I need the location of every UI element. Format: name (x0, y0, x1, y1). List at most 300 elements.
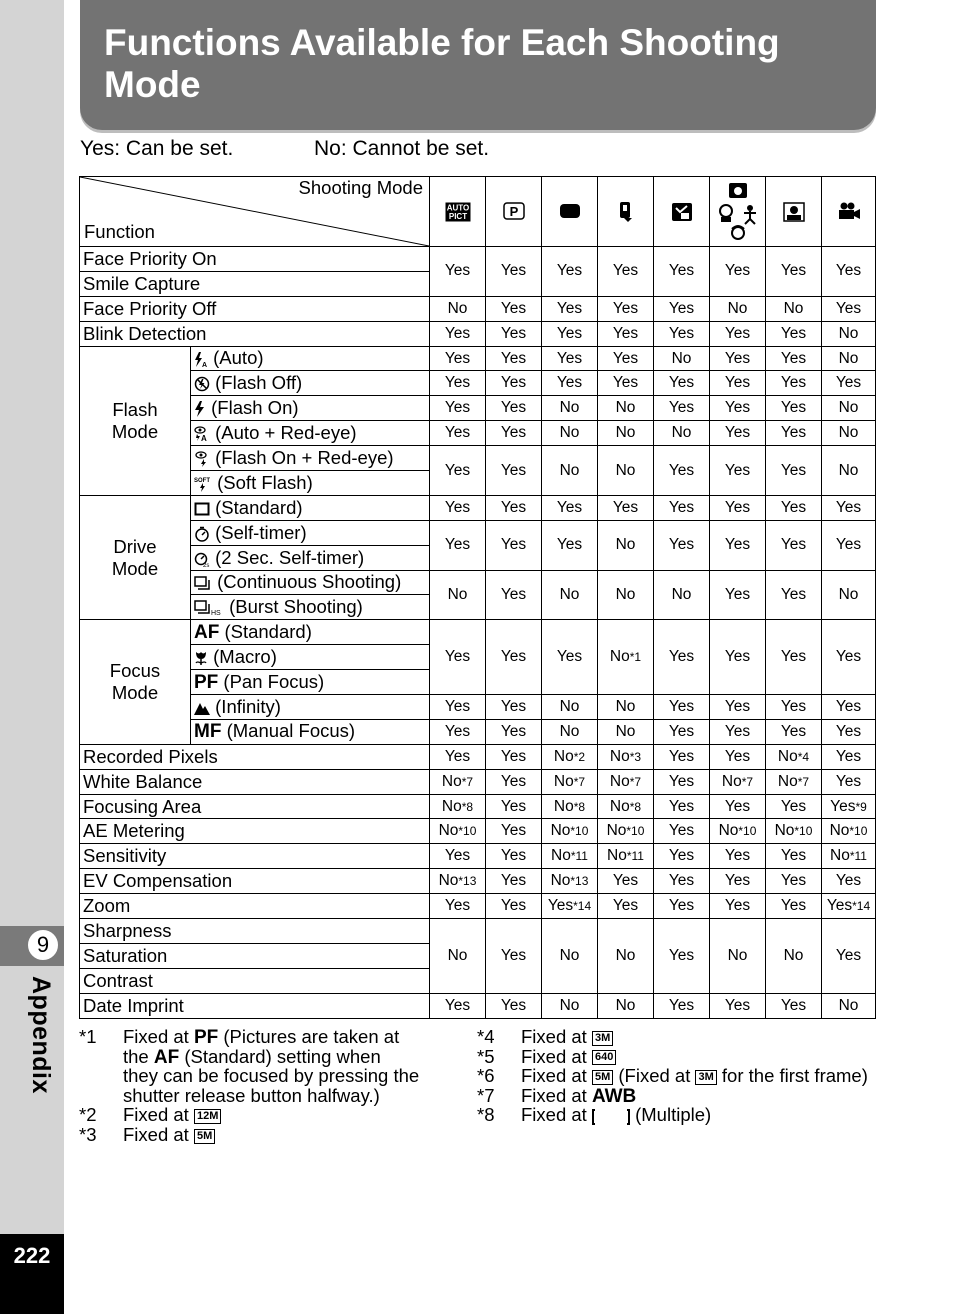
note-text: Fixed at (521, 1045, 587, 1067)
row-label-zoom: Zoom (80, 894, 430, 919)
cell: Yes (710, 620, 766, 695)
table-row (80, 993, 876, 1018)
label: (Flash Off) (215, 372, 303, 394)
footnote-ref: *11 (849, 849, 867, 864)
row-label-face-priority-on: Face Priority On (80, 247, 430, 272)
cell: Yes (430, 993, 486, 1018)
cell: No (822, 446, 876, 496)
cell: No*7 (766, 769, 822, 794)
size-5m-icon: 5M (194, 1129, 215, 1144)
cell: Yes (710, 869, 766, 894)
cell: Yes (822, 869, 876, 894)
cell: Yes (486, 719, 542, 744)
footnote-ref: *2 (573, 749, 586, 764)
cell: Yes*14 (822, 894, 876, 919)
cell: No (542, 570, 598, 620)
table-row (80, 520, 876, 545)
cell: Yes (710, 894, 766, 919)
table-row (80, 296, 876, 321)
group-label: Flash Mode (111, 398, 159, 442)
cell: Yes (654, 446, 710, 496)
cell: Yes (598, 321, 654, 346)
footnote-ref: *14 (573, 899, 592, 914)
cell: Yes (654, 719, 710, 744)
cell: No*11 (822, 844, 876, 869)
cell: Yes (486, 894, 542, 919)
mode-portrait-group (710, 177, 766, 247)
cell: No*10 (542, 819, 598, 844)
cell: No*8 (430, 794, 486, 819)
footnote-ref: *13 (458, 874, 477, 889)
cell: No (654, 346, 710, 371)
cell: Yes (766, 495, 822, 520)
footnote-ref: *7 (797, 774, 810, 789)
soft-flash (191, 471, 430, 496)
mode-memo (654, 177, 710, 247)
cell: Yes (430, 371, 486, 396)
table-row (80, 620, 876, 645)
flash-on-icon (194, 401, 206, 417)
cell: Yes (430, 620, 486, 695)
cell: No*7 (710, 769, 766, 794)
cell: No (766, 919, 822, 994)
portrait-icon (783, 202, 805, 222)
label: (Soft Flash) (217, 471, 313, 493)
table-row (80, 794, 876, 819)
af-code: AF (194, 621, 220, 643)
cell: Yes (766, 620, 822, 695)
table-row (80, 869, 876, 894)
row-label-white-balance: White Balance (80, 769, 430, 794)
size-3m-icon: 3M (695, 1070, 716, 1085)
mode-program (486, 177, 542, 247)
cell: No (710, 919, 766, 994)
row-label-smile-capture: Smile Capture (80, 271, 430, 296)
cell: Yes*14 (542, 894, 598, 919)
table-row (80, 321, 876, 346)
footnote-ref: *8 (629, 799, 642, 814)
cell: Yes*9 (822, 794, 876, 819)
cell: Yes (486, 346, 542, 371)
cell: Yes (710, 570, 766, 620)
footnote-ref: *10 (849, 824, 868, 839)
footnote-ref: *11 (626, 849, 644, 864)
row-label-ae-metering: AE Metering (80, 819, 430, 844)
cell: Yes (654, 371, 710, 396)
cell: No*8 (542, 794, 598, 819)
size-3m-icon: 3M (592, 1031, 613, 1046)
focus-mf (191, 719, 430, 744)
cell: No*10 (430, 819, 486, 844)
cell: Yes (654, 819, 710, 844)
table-row (80, 396, 876, 421)
pf-code: PF (193, 1027, 219, 1048)
flash-auto (191, 346, 430, 371)
label: (Burst Shooting) (229, 596, 363, 618)
svg-text:2s: 2s (203, 562, 210, 567)
cell: Yes (822, 520, 876, 570)
cell: Yes (430, 396, 486, 421)
note-text: Fixed at (521, 1104, 587, 1126)
cell: Yes (710, 446, 766, 496)
cell: Yes (598, 371, 654, 396)
cell: Yes (486, 321, 542, 346)
cell: Yes (486, 396, 542, 421)
note-text: Fixed at (123, 1026, 189, 1047)
footnote-ref: *10 (570, 824, 589, 839)
header-diagonal-cell (80, 177, 430, 247)
svg-text:SOFT: SOFT (194, 478, 210, 485)
cell: Yes (654, 769, 710, 794)
cell: No*3 (598, 744, 654, 769)
cell: Yes (486, 570, 542, 620)
cell: Yes (822, 744, 876, 769)
cell: Yes (654, 919, 710, 994)
cell: Yes (822, 769, 876, 794)
cell: Yes (654, 869, 710, 894)
table-row (80, 844, 876, 869)
size-12m-icon: 12M (194, 1109, 221, 1124)
flash-auto-icon (194, 352, 208, 368)
cell: Yes (766, 421, 822, 446)
label: (Macro) (213, 646, 277, 668)
label: (Standard) (215, 496, 303, 518)
mf-code: MF (194, 721, 222, 743)
cell: No*10 (822, 819, 876, 844)
memo-icon (671, 202, 693, 222)
page-number: 222 (0, 1234, 64, 1314)
footnote-ref: *8 (573, 799, 586, 814)
cell: No (654, 421, 710, 446)
note-text: Fixed at (123, 1104, 189, 1126)
footnotes-left (79, 1027, 469, 1147)
cell: Yes (766, 719, 822, 744)
cell: Yes (654, 744, 710, 769)
cell: No (598, 695, 654, 720)
size-5m-icon: 5M (592, 1070, 613, 1085)
cell: Yes (542, 371, 598, 396)
footnote-ref: *4 (797, 749, 810, 764)
cell: Yes (710, 695, 766, 720)
cell: Yes (542, 520, 598, 570)
footnote-ref: *9 (855, 799, 867, 814)
af-code: AF (153, 1046, 180, 1068)
cell: No (598, 446, 654, 496)
cell: Yes (486, 247, 542, 297)
label: (Standard) (224, 620, 312, 642)
footnote-ref: *11 (570, 849, 588, 864)
cell: Yes (430, 346, 486, 371)
note-key: *5 (477, 1045, 495, 1067)
svg-text:PICT: PICT (448, 211, 467, 221)
cell: No*1 (598, 620, 654, 695)
cell: No (822, 396, 876, 421)
cell: Yes (486, 869, 542, 894)
cell: Yes (542, 321, 598, 346)
drive-continuous (191, 570, 430, 595)
table-row (80, 495, 876, 520)
table-row (80, 719, 876, 744)
note-text: (Fixed at (618, 1065, 691, 1087)
cell: No*7 (598, 769, 654, 794)
cell: Yes (822, 695, 876, 720)
row-label-contrast: Contrast (80, 968, 430, 993)
cell: Yes (654, 844, 710, 869)
svg-text:P: P (509, 204, 518, 220)
size-640-icon: 640 (592, 1050, 616, 1065)
drive-self-timer (191, 520, 430, 545)
cell: Yes (486, 446, 542, 496)
cell: No*8 (598, 794, 654, 819)
cell: Yes (654, 993, 710, 1018)
table-row (80, 371, 876, 396)
note-key: *8 (477, 1104, 495, 1126)
note-text: Fixed at (521, 1026, 587, 1047)
cell: Yes (822, 371, 876, 396)
two-sec-timer-icon (194, 551, 210, 567)
drive-burst (191, 595, 430, 620)
flash-on-red-eye-icon (194, 451, 210, 467)
cell: Yes (654, 321, 710, 346)
group-flash-mode (80, 346, 191, 495)
cell: Yes (710, 346, 766, 371)
cell: Yes (710, 744, 766, 769)
cell: No (598, 919, 654, 994)
cell: Yes (710, 520, 766, 570)
table-row (80, 919, 876, 944)
cell: Yes (430, 844, 486, 869)
cell: Yes (654, 695, 710, 720)
cell: Yes (486, 993, 542, 1018)
cell: No (822, 570, 876, 620)
svg-text:A: A (202, 361, 208, 368)
footnote-ref: *7 (461, 774, 474, 789)
chapter-number: 9 (26, 928, 60, 962)
label: (Flash On) (211, 397, 299, 419)
drive-standard (191, 495, 430, 520)
cell: Yes (766, 894, 822, 919)
label: (Continuous Shooting) (217, 571, 402, 593)
table-row (80, 346, 876, 371)
footnote-ref: *3 (629, 749, 642, 764)
cell: Yes (542, 346, 598, 371)
table-row (80, 769, 876, 794)
mode-movie (822, 177, 876, 247)
table-row (80, 819, 876, 844)
note-text: (Pictures are taken at (223, 1026, 400, 1047)
flash-off (191, 371, 430, 396)
cell: No*13 (542, 869, 598, 894)
flash-auto-red-eye (191, 421, 430, 446)
table-row (80, 421, 876, 446)
footnote-ref: *1 (629, 650, 642, 665)
label: (Manual Focus) (226, 720, 356, 742)
cell: Yes (430, 719, 486, 744)
cell: Yes (766, 993, 822, 1018)
cell: Yes (710, 495, 766, 520)
cell: No (542, 396, 598, 421)
cell: Yes (430, 495, 486, 520)
cell: Yes (430, 421, 486, 446)
multiple-focus-icon (592, 1109, 630, 1125)
drive-2sec-timer (191, 545, 430, 570)
label: (Auto + Red-eye) (215, 422, 357, 444)
cell: No (822, 346, 876, 371)
cell: No (430, 296, 486, 321)
cell: Yes (766, 869, 822, 894)
continuous-shooting-icon (194, 576, 212, 592)
cell: Yes (486, 744, 542, 769)
row-label-saturation: Saturation (80, 943, 430, 968)
cell: Yes (430, 321, 486, 346)
footnote-ref: *10 (738, 824, 757, 839)
row-label-face-priority-off: Face Priority Off (80, 296, 430, 321)
cell: Yes (822, 620, 876, 695)
focus-af (191, 620, 430, 645)
note-text: Fixed at (521, 1084, 587, 1106)
footnote-ref: *10 (626, 824, 645, 839)
cell: Yes (710, 321, 766, 346)
cell: Yes (430, 247, 486, 297)
note-text: for the first frame) (721, 1065, 868, 1087)
chapter-label: Appendix (27, 976, 55, 1094)
cell: Yes (486, 495, 542, 520)
footnote-ref: *13 (570, 874, 589, 889)
cell: Yes (486, 769, 542, 794)
note-text: (Multiple) (635, 1104, 712, 1126)
cell: Yes (598, 894, 654, 919)
cell: No*10 (598, 819, 654, 844)
cell: Yes (822, 296, 876, 321)
footnotes-right (477, 1027, 947, 1127)
self-timer-icon (194, 526, 210, 542)
note-text: (Standard) setting when (184, 1045, 381, 1067)
function-table (79, 176, 876, 1019)
cell: No (598, 719, 654, 744)
cell: Yes (598, 869, 654, 894)
cell: Yes (710, 421, 766, 446)
cell: Yes (486, 819, 542, 844)
sidebar (0, 0, 64, 1314)
cell: No (542, 421, 598, 446)
mode-portrait (766, 177, 822, 247)
cell: Yes (430, 446, 486, 496)
cell: Yes (486, 296, 542, 321)
cell: Yes (486, 919, 542, 994)
cell: Yes (654, 247, 710, 297)
cell: No (766, 296, 822, 321)
cell: No (654, 570, 710, 620)
focus-pf (191, 670, 430, 695)
note-key: *3 (79, 1124, 97, 1145)
cell: Yes (486, 371, 542, 396)
cell: Yes (710, 794, 766, 819)
cell: No (598, 421, 654, 446)
row-label-recorded-pixels: Recorded Pixels (80, 744, 430, 769)
cell: No*11 (542, 844, 598, 869)
cell: Yes (654, 520, 710, 570)
cell: Yes (430, 695, 486, 720)
cell: Yes (542, 296, 598, 321)
cell: No*2 (542, 744, 598, 769)
row-label-date-imprint: Date Imprint (80, 993, 430, 1018)
row-label-focusing-area: Focusing Area (80, 794, 430, 819)
cell: No*7 (542, 769, 598, 794)
soft-flash-icon (194, 476, 212, 492)
svg-text:AUTO: AUTO (446, 203, 469, 212)
cell: Yes (598, 495, 654, 520)
cell: Yes (710, 719, 766, 744)
cell: No (598, 570, 654, 620)
footnote-ref: *10 (458, 824, 477, 839)
cell: Yes (486, 844, 542, 869)
label: (Flash On + Red-eye) (215, 447, 394, 469)
footnote-ref: *7 (573, 774, 586, 789)
table-row (80, 894, 876, 919)
cell: Yes (598, 346, 654, 371)
cell: Yes (766, 844, 822, 869)
burst-shooting-icon (194, 600, 224, 616)
cell: Yes (766, 346, 822, 371)
focus-macro (191, 645, 430, 670)
cell: Yes (822, 247, 876, 297)
cell: Yes (486, 421, 542, 446)
legend-yes: Yes: Can be set. (80, 137, 234, 160)
single-frame-icon (194, 502, 210, 516)
cell: Yes (766, 695, 822, 720)
cell: No (822, 421, 876, 446)
mode-night-scene (542, 177, 598, 247)
title-banner (80, 0, 876, 130)
cell: Yes (766, 371, 822, 396)
focus-infinity (191, 695, 430, 720)
cell: No*4 (766, 744, 822, 769)
cell: Yes (654, 894, 710, 919)
cell: Yes (486, 794, 542, 819)
footnote-ref: *8 (461, 799, 474, 814)
awb-code: AWB (591, 1085, 637, 1107)
note-text: Fixed at (123, 1124, 189, 1145)
cell: Yes (654, 620, 710, 695)
cell: Yes (486, 695, 542, 720)
cell: No*10 (766, 819, 822, 844)
cell: Yes (654, 495, 710, 520)
label: (Infinity) (215, 695, 281, 717)
label: (Auto) (213, 347, 264, 369)
group-label: Drive Mode (111, 535, 159, 579)
table-row (80, 446, 876, 471)
movie-battery-icon (618, 201, 634, 223)
note-key: *4 (477, 1026, 495, 1047)
cell: No (822, 993, 876, 1018)
legend-no: No: Cannot be set. (314, 137, 490, 160)
cell: Yes (654, 794, 710, 819)
flash-auto-red-eye-icon (194, 426, 210, 442)
cell: Yes (822, 719, 876, 744)
cell: No (430, 570, 486, 620)
program-icon (503, 202, 525, 220)
footnote-ref: *14 (852, 899, 871, 914)
cell: Yes (542, 620, 598, 695)
cell: No (542, 695, 598, 720)
cell: No*7 (430, 769, 486, 794)
note-text: Fixed at (521, 1065, 587, 1087)
cell: No (430, 919, 486, 994)
cell: Yes (542, 247, 598, 297)
cell: Yes (542, 495, 598, 520)
cell: Yes (822, 919, 876, 994)
cell: Yes (766, 570, 822, 620)
